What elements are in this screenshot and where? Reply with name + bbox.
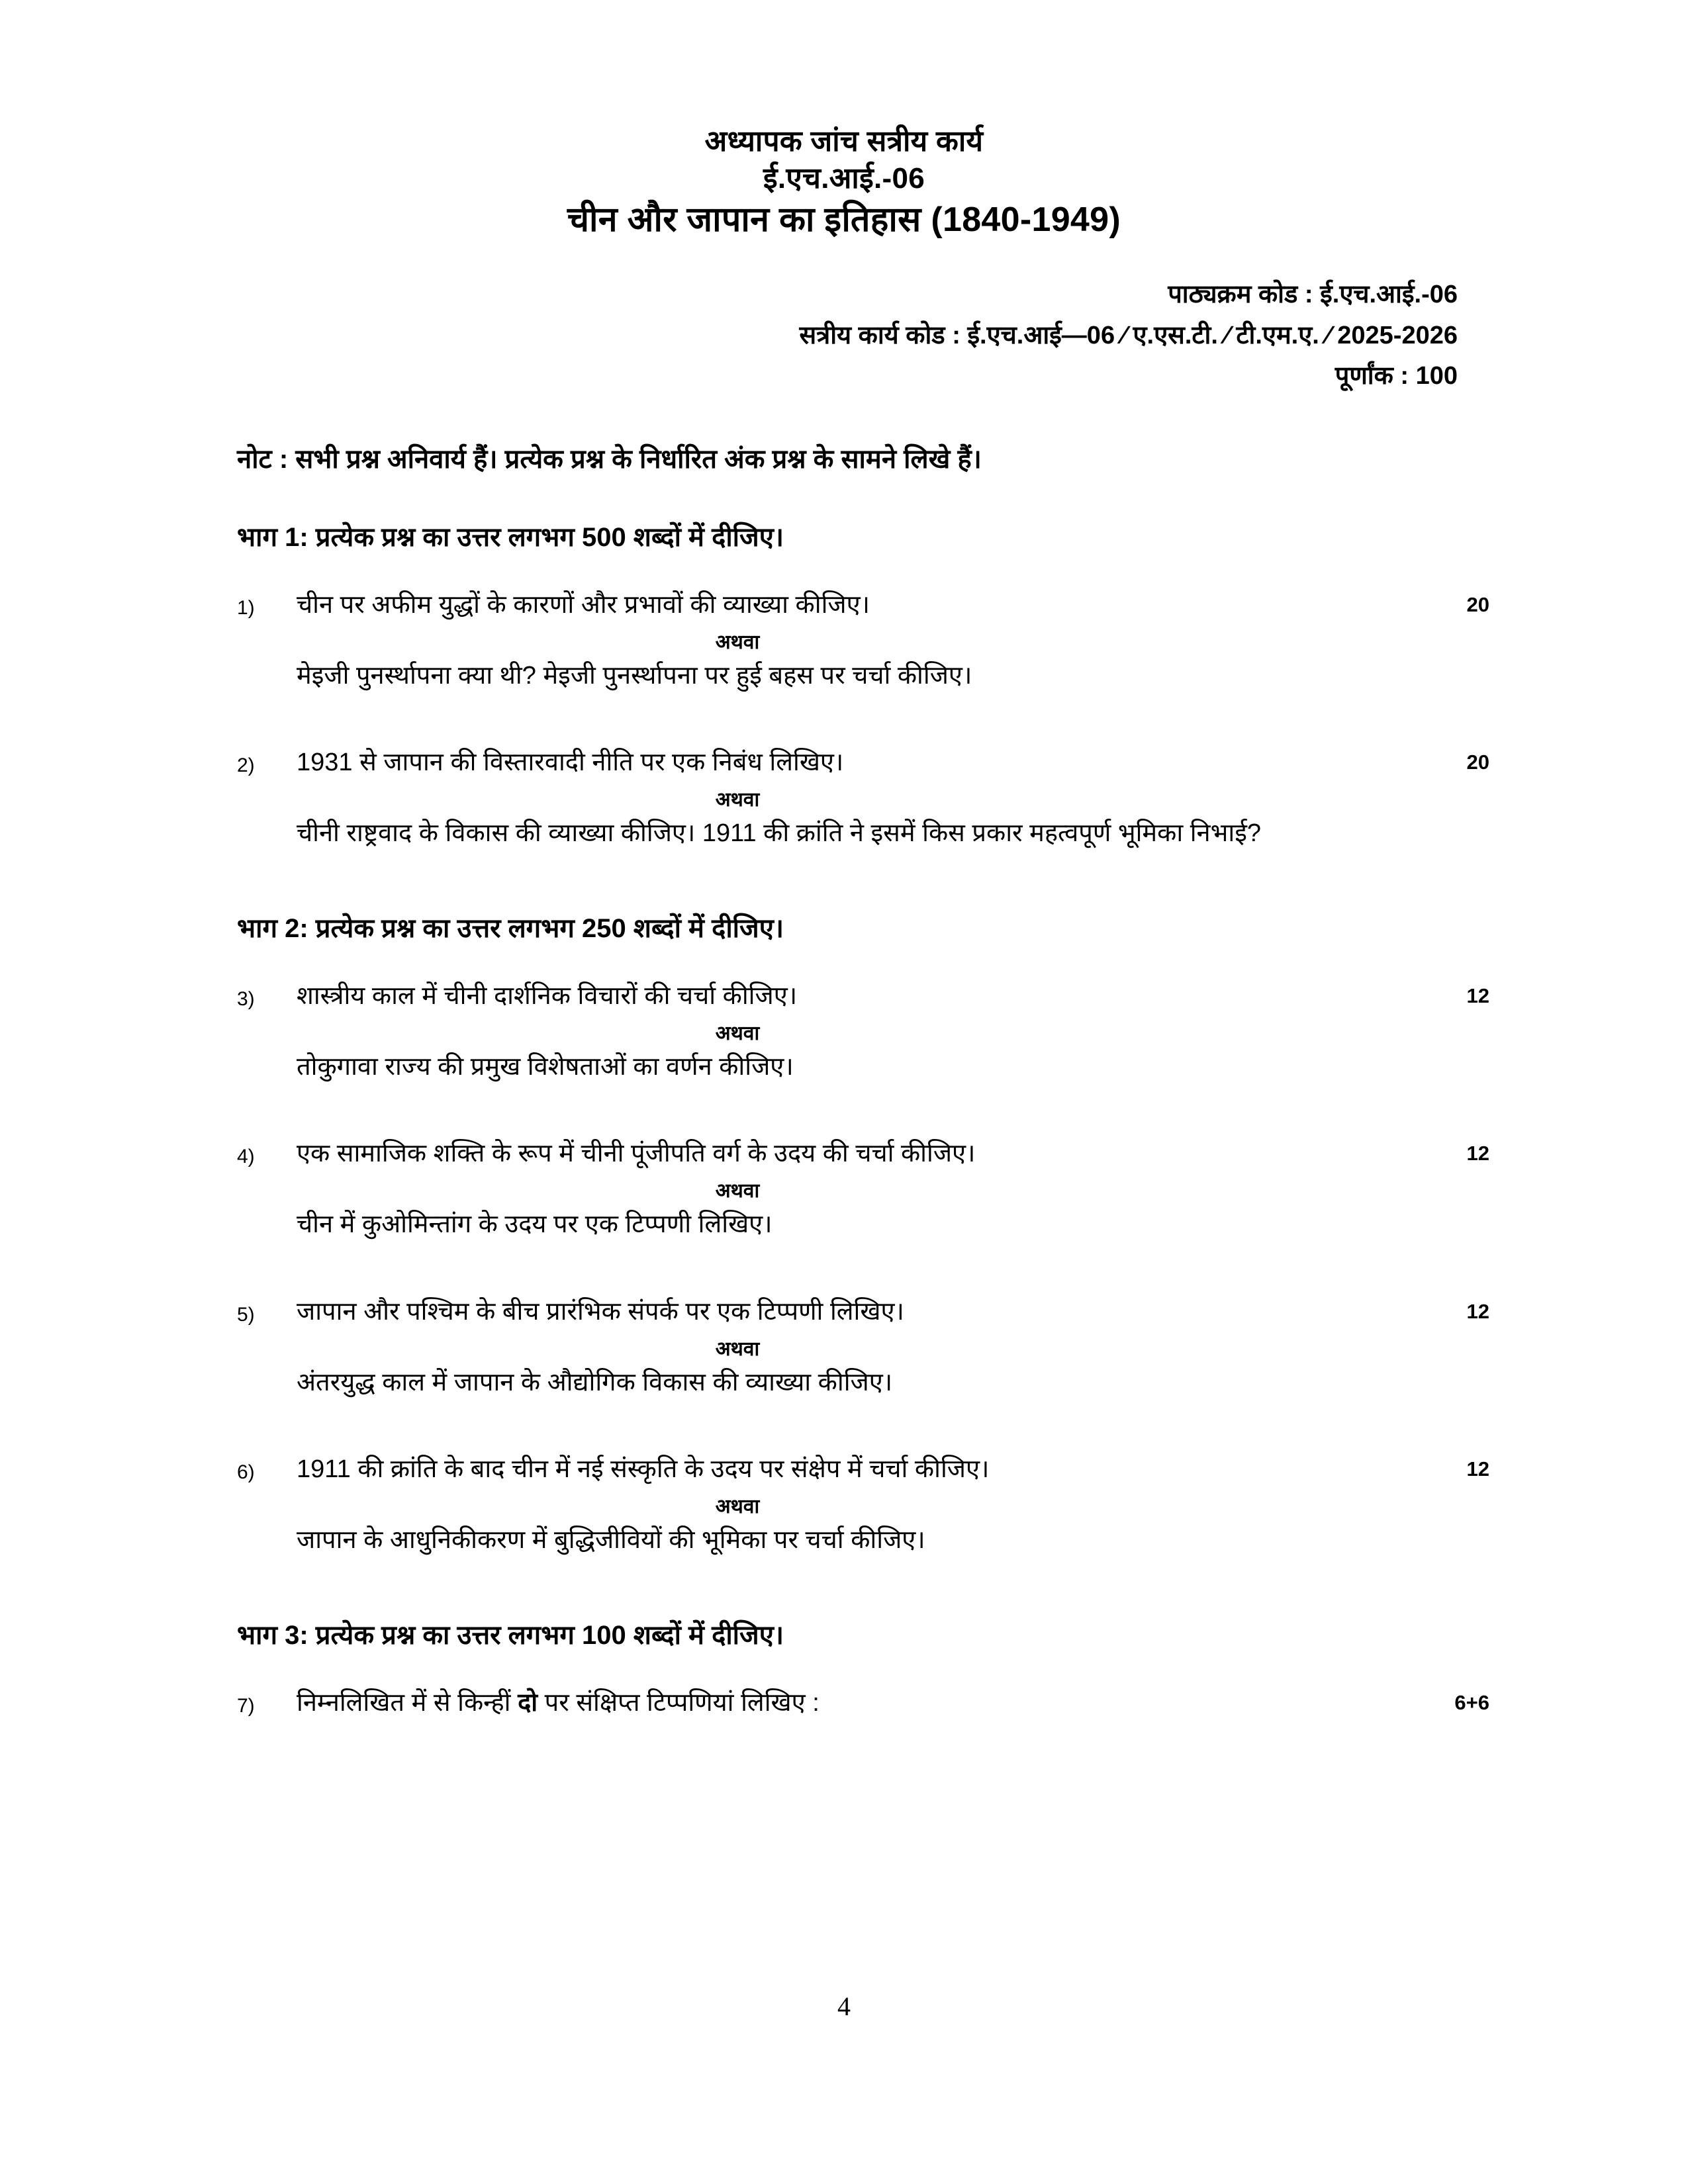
or-separator: अथवा (715, 1180, 760, 1203)
question-item (237, 1293, 1489, 1402)
question-number: 7) (237, 1694, 255, 1717)
question-text-pre: निम्नलिखित में से किन्हीं (297, 1688, 518, 1717)
question-item (237, 1135, 1489, 1244)
question-marks: 20 (1466, 592, 1489, 616)
question-alternative-text: मेइजी पुनर्स्थापना क्या थी? मेइजी पुनर्स्थापना पर हुई बहस पर चर्चा कीजिए। (297, 661, 972, 690)
question-marks: 12 (1466, 1299, 1489, 1323)
question-item (237, 978, 1489, 1087)
page-title: चीन और जापान का इतिहास (1840-1949) (567, 200, 1121, 239)
or-separator: अथवा (715, 631, 760, 653)
question-number: 4) (237, 1146, 255, 1168)
assignment-code: सत्रीय कार्य कोड : ई.एच.आई—06 ⁄ ए.एस.टी. ⁄ टी.एम.ए. ⁄ 2025-2026 (799, 321, 1458, 349)
question-text-post: पर संक्षिप्त टिप्पणियां लिखिए : (538, 1688, 820, 1717)
spacer (237, 1113, 1489, 1135)
question-marks: 6+6 (1454, 1690, 1489, 1714)
question-number: 1) (237, 596, 255, 619)
max-marks: पूर्णांक : 100 (1335, 362, 1458, 390)
question-item (237, 1684, 1489, 1723)
question-number: 2) (237, 754, 255, 777)
course-code-block (0, 275, 1688, 397)
question-number: 5) (237, 1303, 255, 1326)
header-line-course-code: ई.एच.आई.-06 (763, 162, 925, 195)
question-text: एक सामाजिक शक्ति के रूप में चीनी पूंजीपति वर्ग के उदय की चर्चा कीजिए। (297, 1140, 976, 1168)
spacer (237, 1586, 1489, 1609)
question-marks: 12 (1466, 983, 1489, 1007)
question-marks: 12 (1466, 1142, 1489, 1165)
question-text-emphasis: दो (518, 1688, 538, 1717)
question-alternative-text: जापान के आधुनिकीकरण में बुद्धिजीवियों की भूमिका पर चर्चा कीजिए। (297, 1526, 925, 1555)
question-item (237, 1451, 1489, 1560)
page-number: 4 (837, 1991, 851, 2021)
question-text (297, 1684, 1390, 1723)
or-separator: अथवा (715, 1496, 760, 1518)
spacer (237, 1428, 1489, 1451)
or-separator: अथवा (715, 1022, 760, 1044)
header-line-assignment-type: अध्यापक जांच सत्रीय कार्य (704, 125, 984, 158)
spacer (237, 1271, 1489, 1293)
question-text: 1911 की क्रांति के बाद चीन में नई संस्कृति के उदय पर संक्षेप में चर्चा कीजिए। (297, 1455, 990, 1484)
spacer (237, 721, 1489, 744)
question-text: चीन पर अफीम युद्धों के कारणों और प्रभावों की व्याख्या कीजिए। (297, 590, 870, 619)
part-heading-1: भाग 1: प्रत्येक प्रश्न का उत्तर लगभग 500 शब्दों में दीजिए। (237, 522, 784, 552)
question-text: 1931 से जापान की विस्तारवादी नीति पर एक निबंध लिखिए। (297, 749, 844, 777)
question-number: 3) (237, 987, 255, 1010)
part-heading-3: भाग 3: प्रत्येक प्रश्न का उत्तर लगभग 100 शब्दों में दीजिए। (237, 1620, 784, 1650)
question-number: 6) (237, 1461, 255, 1484)
question-text: जापान और पश्चिम के बीच प्रारंभिक संपर्क पर एक टिप्पणी लिखिए। (297, 1297, 904, 1326)
spacer (237, 880, 1489, 902)
page-header (0, 0, 1688, 242)
or-separator: अथवा (715, 789, 760, 811)
or-separator: अथवा (715, 1338, 760, 1360)
question-alternative-text: अंतरयुद्ध काल में जापान के औद्योगिक विकास की व्याख्या कीजिए। (297, 1368, 893, 1396)
instructions-note: नोट : सभी प्रश्न अनिवार्य हैं। प्रत्येक प्रश्न के निर्धारित अंक प्रश्न के सामने लिखे हैं। (237, 444, 982, 474)
part-heading-2: भाग 2: प्रत्येक प्रश्न का उत्तर लगभग 250 शब्दों में दीजिए। (237, 913, 784, 943)
question-text: शास्त्रीय काल में चीनी दार्शनिक विचारों की चर्चा कीजिए। (297, 981, 798, 1010)
question-item (237, 586, 1489, 696)
question-alternative-text: तोकुगावा राज्य की प्रमुख विशेषताओं का वर्णन कीजिए। (297, 1052, 794, 1081)
question-marks: 20 (1466, 751, 1489, 774)
question-alternative-text: चीन में कुओमिन्तांग के उदय पर एक टिप्पणी लिखिए। (297, 1210, 773, 1239)
course-code: पाठ्यक्रम कोड : ई.एच.आई.-06 (1168, 281, 1458, 309)
question-alternative-text: चीनी राष्ट्रवाद के विकास की व्याख्या कीजिए। 1911 की क्रांति ने इसमें किस प्रकार महत्वपूर्ण भूमिका निभाई? (297, 819, 1261, 848)
question-item (237, 744, 1489, 853)
document-body (0, 441, 1688, 1723)
question-marks: 12 (1466, 1457, 1489, 1481)
